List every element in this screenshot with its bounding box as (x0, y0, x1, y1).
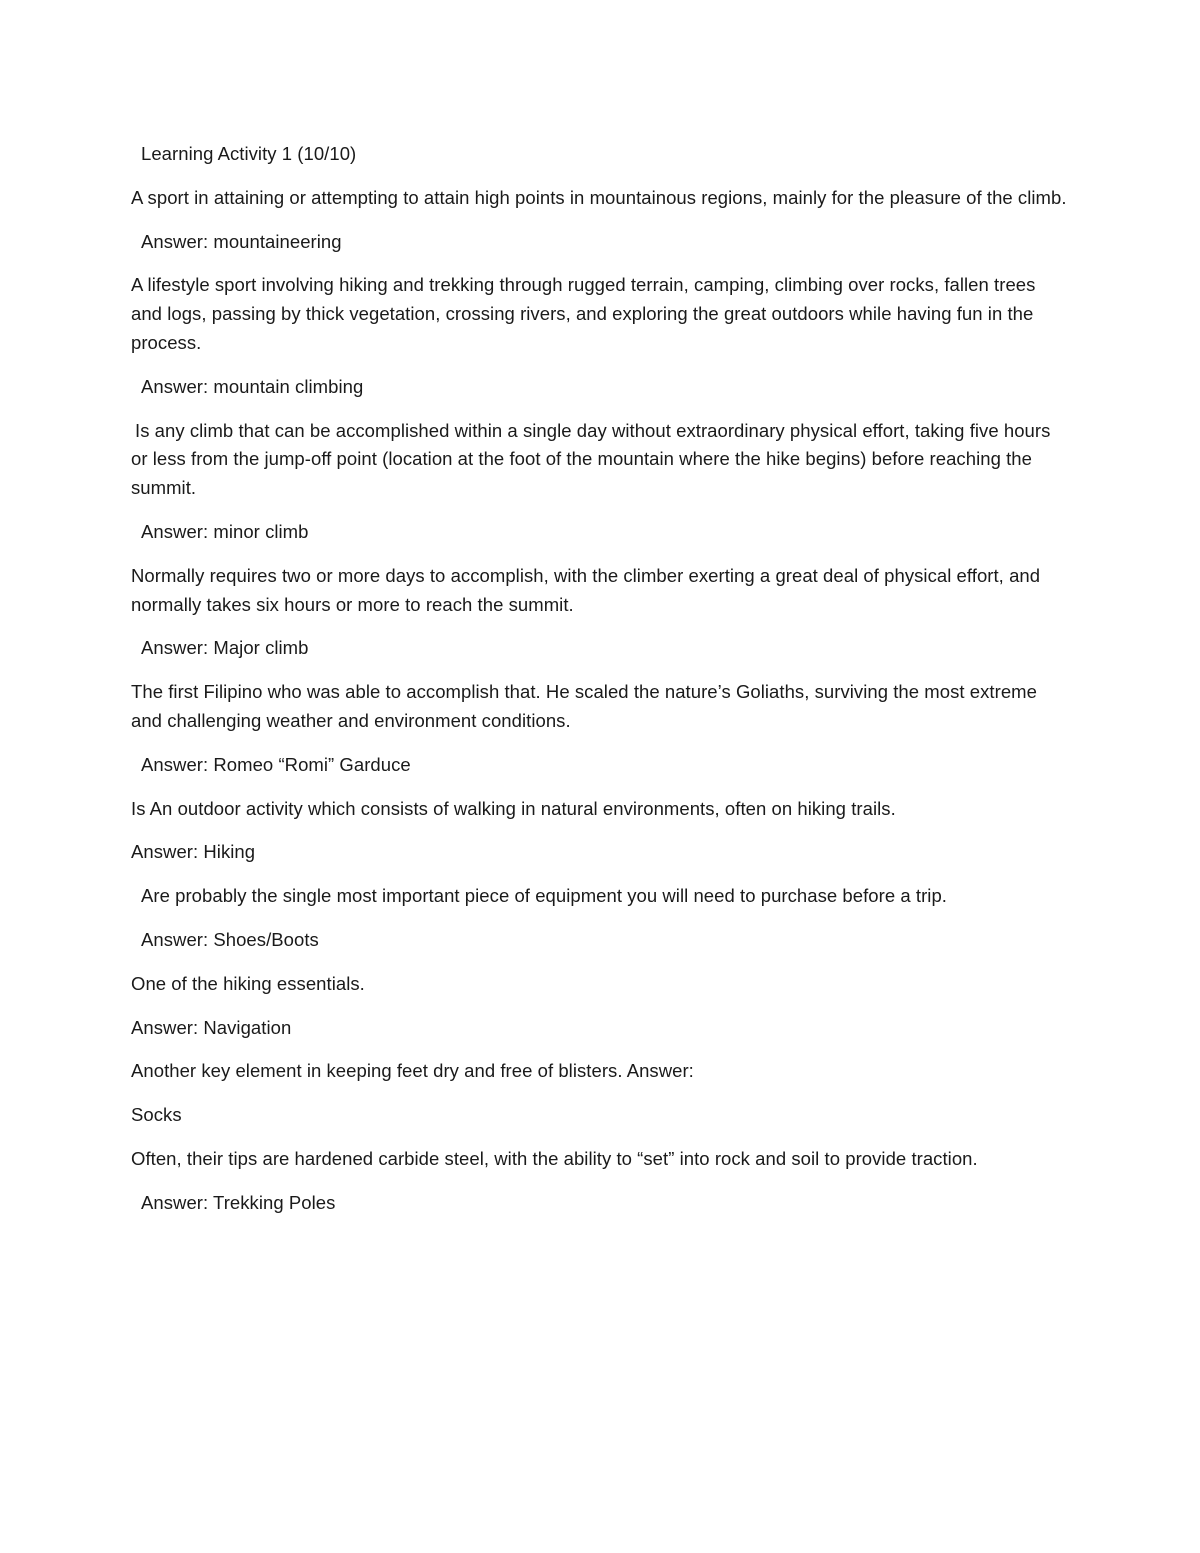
answer-4: Answer: Major climb (141, 637, 309, 659)
answer-6: Answer: Hiking (131, 841, 256, 863)
question-9: Another key element in keeping feet dry and free of blisters. Answer: (131, 1060, 694, 1082)
answer-1: Answer: mountaineering (141, 230, 342, 252)
answer-2: Answer: mountain climbing (141, 375, 364, 397)
answer-9: Socks (131, 1104, 182, 1126)
question-7: Are probably the single most important piece of equipment you will need to purchase before a trip. (141, 885, 947, 907)
answer-5: Answer: Romeo “Romi” Garduce (141, 753, 411, 775)
answer-8: Answer: Navigation (131, 1016, 292, 1038)
answer-10: Answer: Trekking Poles (141, 1191, 336, 1213)
question-5: The first Filipino who was able to accomplish that. He scaled the nature’s Goliaths, surviving the most extreme and challenging weather and environment conditions. (131, 681, 1037, 731)
question-8: One of the hiking essentials. (131, 972, 365, 994)
question-10: Often, their tips are hardened carbide steel, with the ability to “set” into rock and soil to provide traction. (131, 1147, 978, 1169)
page-title: Learning Activity 1 (10/10) (141, 143, 357, 164)
question-2: A lifestyle sport involving hiking and trekking through rugged terrain, camping, climbing over rocks, fallen trees and logs, passing by thick vegetation, crossing rivers, and exploring the great outdoors while having fun in the process. (131, 274, 1036, 353)
question-4: Normally requires two or more days to accomplish, with the climber exerting a great deal of physical effort, and normally takes six hours or more to reach the summit. (131, 564, 1041, 615)
question-3: Is any climb that can be accomplished within a single day without extraordinary physical effort, taking five hours or less from the jump-off point (location at the foot of the mountain where the hike begins) before reaching the summit. (131, 419, 1051, 499)
question-6: Is An outdoor activity which consists of walking in natural environments, often on hiking trails. (131, 797, 896, 819)
answer-3: Answer: minor climb (141, 520, 309, 542)
answer-7: Answer: Shoes/Boots (141, 928, 319, 950)
question-1: A sport in attaining or attempting to attain high points in mountainous regions, mainly for the pleasure of the climb. (131, 186, 1067, 208)
document-body (131, 140, 1071, 1233)
